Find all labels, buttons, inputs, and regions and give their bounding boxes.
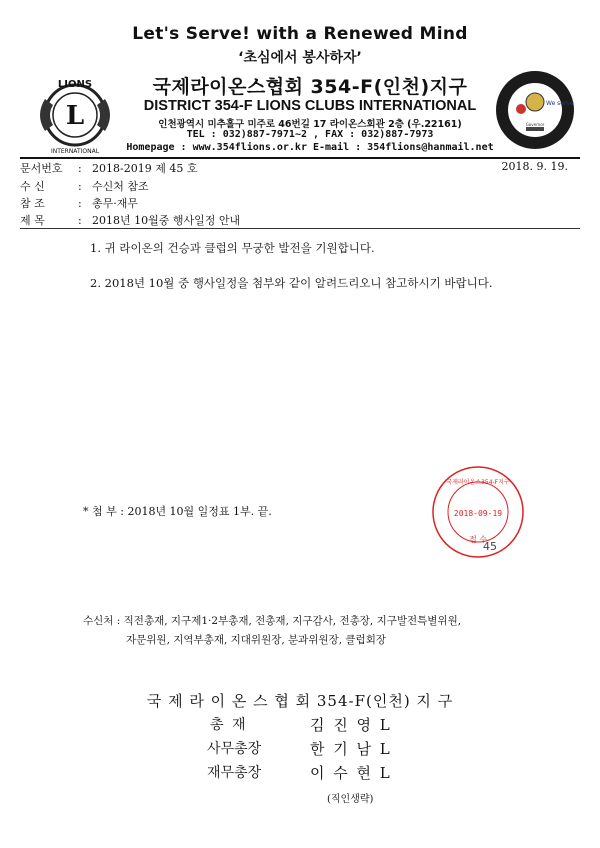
attachment-line: * 첨 부 : 2018년 10월 일정표 1부. 끝. [83,505,272,518]
signature-title-3: 재무총장 [207,765,262,781]
tel-fax: TEL : 032)887-7971~2 , FAX : 032)887-7973 [186,129,434,140]
reference: 총무·재무 [92,197,139,210]
logo-bottom-text: INTERNATIONAL [50,148,100,155]
subject: 2018년 10월중 행사일정 안내 [92,214,241,227]
doc-number-label: 문서번호 [20,162,63,175]
signature-org: 국 제 라 이 온 스 협 회 354-F(인천) 지 구 [146,692,454,710]
subject-label: 제 목 [20,214,45,227]
org-name-korean: 국제라이온스협회 354-F(인천)지구 [152,76,468,98]
svg-text:접 수: 접 수 [469,535,487,544]
signature-name-2: 한 기 남 L [310,740,392,758]
reference-label: 참 조 [20,197,45,210]
doc-number: 2018-2019 제 45 호 [92,162,198,175]
body-line-1: 1. 귀 라이온의 건승과 클럽의 무궁한 발전을 기원합니다. [90,241,375,255]
emblem-text: We serve [546,100,574,107]
receivers-label: 수신처 : [83,615,121,627]
signature-title-2: 사무총장 [207,741,262,757]
org-name-english: DISTRICT 354-F LIONS CLUBS INTERNATIONAL [143,98,477,114]
address: 인천광역시 미추홀구 미주로 46번길 17 라이온스회관 2층 (우.22161) [158,119,462,130]
signature-name-1: 김 진 영 L [310,716,392,734]
subject-row: 제 목 : 2018년 10월중 행사일정 안내 [20,214,241,227]
stamp-date: 2018-09-19 [453,509,503,518]
governor-emblem-icon [494,69,576,151]
svg-text:L: L [65,101,85,131]
meta-divider [20,228,580,229]
recipient-label: 수 신 [20,180,45,193]
svg-text:국제라이온스354-F지구: 국제라이온스354-F지구 [446,479,510,486]
svg-text:45: 45 [483,540,497,553]
recipient: 수신처 참조 [92,180,149,193]
receivers-line-1 [83,613,461,628]
lions-logo-icon [29,69,121,161]
doc-number-row: 문서번호 : 2018-2019 제 45 호 [20,162,198,175]
seal-omitted-note: (직인생략) [327,794,374,805]
signature-title-1: 총 재 [210,717,248,733]
body-line-2: 2. 2018년 10월 중 행사일정을 첨부와 같이 알려드리오니 참고하시기 바랍니다. [90,276,493,290]
slogan-korean: ‘초심에서 봉사하자’ [238,50,362,66]
recipient-row: 수 신 : 수신처 참조 [20,180,149,193]
slogan: Let's Serve! with a Renewed Mind [132,24,468,44]
emblem-sub: Governor [525,122,545,127]
receivers-list-2: 자문위원, 지역부총재, 지대위원장, 분과위원장, 클럽회장 [126,634,386,646]
logo-top-text: LIONS [57,79,93,90]
signature-name-3: 이 수 현 L [310,764,392,782]
official-stamp-icon [428,462,528,562]
reference-row: 참 조 : 총무·재무 [20,197,139,210]
receivers-list-1: 직전총재, 지구제1·2부총재, 전총재, 지구감사, 전총장, 지구발전특별위원, [123,615,462,627]
homepage-email: Homepage : www.354flions.or.kr E-mail : 354flions@hanmail.net [126,142,494,153]
document-date: 2018. 9. 19. [501,160,568,173]
header-divider [20,157,580,159]
